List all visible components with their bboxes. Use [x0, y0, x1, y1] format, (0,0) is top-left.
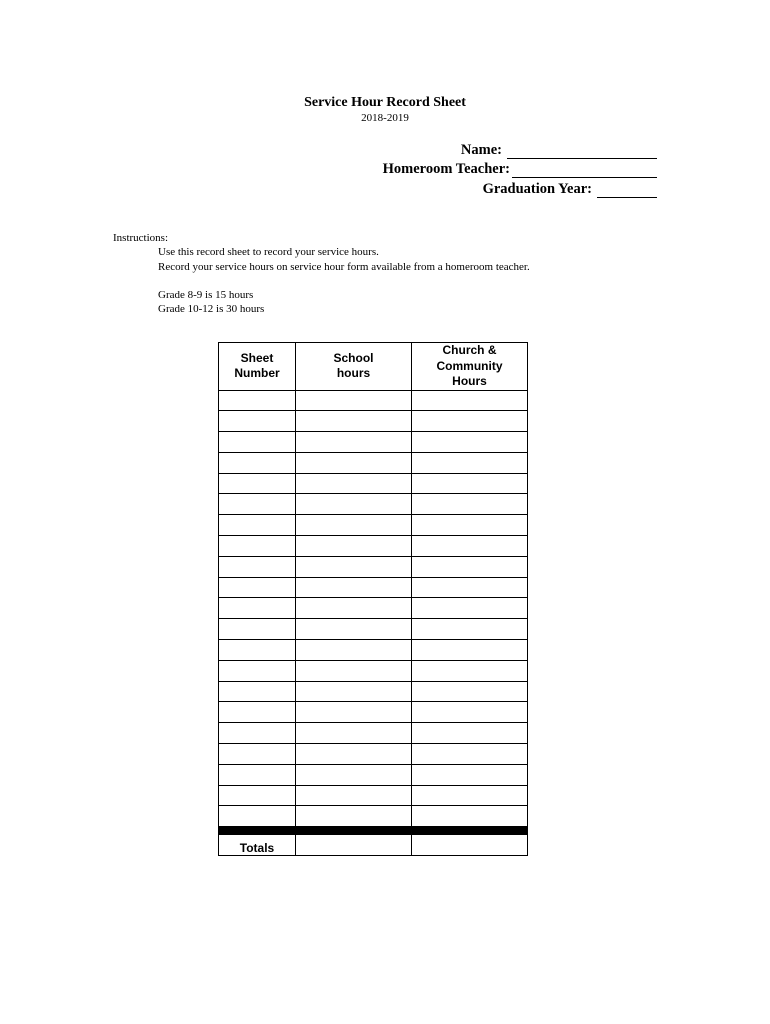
totals-label: Totals	[219, 835, 296, 856]
table-row	[219, 411, 528, 432]
church-community-hours-cell[interactable]	[412, 452, 528, 473]
sheet-number-header: Sheet Number	[219, 343, 296, 391]
table-row	[219, 744, 528, 765]
table-row	[219, 764, 528, 785]
homeroom-teacher-blank-line[interactable]	[512, 163, 657, 178]
table-row	[219, 681, 528, 702]
church-community-hours-cell[interactable]	[412, 619, 528, 640]
school-hours-cell[interactable]	[296, 577, 412, 598]
sheet-number-cell[interactable]	[219, 536, 296, 557]
school-hours-cell[interactable]	[296, 432, 412, 453]
table-header-row	[219, 343, 528, 391]
table-row	[219, 494, 528, 515]
grade-requirement-line: Grade 10-12 is 30 hours	[158, 303, 265, 315]
school-hours-cell[interactable]	[296, 390, 412, 411]
table-row	[219, 806, 528, 827]
church-community-hours-cell[interactable]	[412, 515, 528, 536]
table-row	[219, 452, 528, 473]
separator-cell	[219, 827, 296, 835]
church-community-hours-total-cell[interactable]	[412, 835, 528, 856]
grade-requirement-line: Grade 8-9 is 15 hours	[158, 289, 254, 301]
school-hours-cell[interactable]	[296, 681, 412, 702]
table-row	[219, 432, 528, 453]
school-hours-cell[interactable]	[296, 764, 412, 785]
table-row	[219, 723, 528, 744]
sheet-number-cell[interactable]	[219, 411, 296, 432]
church-community-hours-cell[interactable]	[412, 556, 528, 577]
church-community-hours-cell[interactable]	[412, 744, 528, 765]
table-row	[219, 660, 528, 681]
school-hours-cell[interactable]	[296, 806, 412, 827]
sheet-number-cell[interactable]	[219, 494, 296, 515]
school-hours-cell[interactable]	[296, 411, 412, 432]
school-hours-cell[interactable]	[296, 452, 412, 473]
church-community-hours-cell[interactable]	[412, 536, 528, 557]
table-row	[219, 556, 528, 577]
church-community-hours-cell[interactable]	[412, 785, 528, 806]
sheet-number-cell[interactable]	[219, 473, 296, 494]
church-community-hours-cell[interactable]	[412, 598, 528, 619]
homeroom-teacher-field[interactable]	[383, 161, 657, 178]
school-hours-cell[interactable]	[296, 702, 412, 723]
table-row	[219, 536, 528, 557]
name-label: Name:	[460, 142, 502, 158]
church-community-hours-cell[interactable]	[412, 702, 528, 723]
sheet-number-cell[interactable]	[219, 640, 296, 661]
sheet-number-cell[interactable]	[219, 744, 296, 765]
church-community-hours-cell[interactable]	[412, 494, 528, 515]
sheet-number-cell[interactable]	[219, 452, 296, 473]
sheet-number-cell[interactable]	[219, 723, 296, 744]
service-hours-table	[218, 342, 528, 856]
church-community-hours-header: Church & Community Hours	[412, 343, 528, 391]
instruction-line: Use this record sheet to record your service hours.	[158, 246, 379, 258]
church-community-hours-cell[interactable]	[412, 723, 528, 744]
school-hours-cell[interactable]	[296, 473, 412, 494]
school-hours-cell[interactable]	[296, 640, 412, 661]
church-community-hours-cell[interactable]	[412, 411, 528, 432]
school-hours-header: School hours	[296, 343, 412, 391]
separator-cell	[296, 827, 412, 835]
school-hours-cell[interactable]	[296, 660, 412, 681]
name-field[interactable]	[461, 142, 657, 159]
name-blank-line[interactable]	[507, 144, 657, 159]
table-row	[219, 702, 528, 723]
table-row	[219, 640, 528, 661]
homeroom-teacher-label: Homeroom Teacher:	[382, 161, 510, 177]
table-row	[219, 390, 528, 411]
sheet-number-cell[interactable]	[219, 806, 296, 827]
totals-separator	[219, 827, 528, 835]
school-hours-cell[interactable]	[296, 744, 412, 765]
school-hours-cell[interactable]	[296, 536, 412, 557]
church-community-hours-cell[interactable]	[412, 432, 528, 453]
school-hours-cell[interactable]	[296, 723, 412, 744]
graduation-year-label: Graduation Year:	[482, 181, 592, 197]
church-community-hours-cell[interactable]	[412, 577, 528, 598]
school-hours-cell[interactable]	[296, 494, 412, 515]
table-row	[219, 619, 528, 640]
instructions-label: Instructions:	[113, 232, 168, 244]
school-year: 2018-2019	[361, 112, 409, 124]
sheet-number-cell[interactable]	[219, 681, 296, 702]
school-hours-cell[interactable]	[296, 598, 412, 619]
sheet-number-cell[interactable]	[219, 432, 296, 453]
church-community-hours-cell[interactable]	[412, 390, 528, 411]
graduation-year-blank-line[interactable]	[597, 183, 657, 198]
school-hours-cell[interactable]	[296, 619, 412, 640]
sheet-number-cell[interactable]	[219, 515, 296, 536]
church-community-hours-cell[interactable]	[412, 806, 528, 827]
school-hours-cell[interactable]	[296, 785, 412, 806]
school-hours-cell[interactable]	[296, 515, 412, 536]
sheet-number-cell[interactable]	[219, 660, 296, 681]
table-row	[219, 598, 528, 619]
totals-row	[219, 835, 528, 856]
sheet-number-cell[interactable]	[219, 556, 296, 577]
church-community-hours-cell[interactable]	[412, 473, 528, 494]
sheet-number-cell[interactable]	[219, 619, 296, 640]
church-community-hours-cell[interactable]	[412, 681, 528, 702]
sheet-number-cell[interactable]	[219, 598, 296, 619]
sheet-number-cell[interactable]	[219, 764, 296, 785]
instruction-line: Record your service hours on service hour form available from a homeroom teacher.	[158, 261, 530, 273]
table-row	[219, 577, 528, 598]
sheet-number-cell[interactable]	[219, 702, 296, 723]
separator-cell	[412, 827, 528, 835]
table-row	[219, 515, 528, 536]
table-row	[219, 785, 528, 806]
school-hours-cell[interactable]	[296, 556, 412, 577]
church-community-hours-cell[interactable]	[412, 640, 528, 661]
graduation-year-field[interactable]	[483, 181, 657, 198]
page-title: Service Hour Record Sheet	[304, 95, 466, 110]
sheet-number-cell[interactable]	[219, 785, 296, 806]
sheet-number-cell[interactable]	[219, 390, 296, 411]
church-community-hours-cell[interactable]	[412, 660, 528, 681]
school-hours-total-cell[interactable]	[296, 835, 412, 856]
table-row	[219, 473, 528, 494]
church-community-hours-cell[interactable]	[412, 764, 528, 785]
sheet-number-cell[interactable]	[219, 577, 296, 598]
